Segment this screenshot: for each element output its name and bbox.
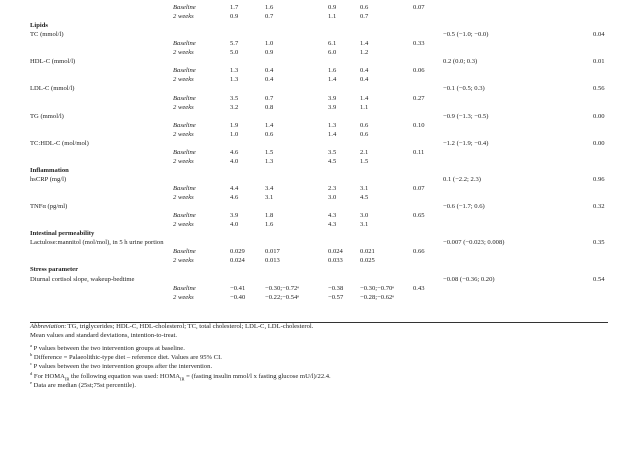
cell-time: Baseline bbox=[173, 40, 196, 48]
cell-c: 0.024 bbox=[328, 248, 343, 256]
cell-d: −0.30;−0.70ᵉ bbox=[360, 284, 395, 292]
footnote-a-text: P values between the two intervention groups at baseline. bbox=[33, 345, 185, 353]
cell-time: Baseline bbox=[173, 4, 196, 11]
cell-a: 1.9 bbox=[230, 121, 239, 129]
cell-b: 1.0 bbox=[265, 40, 274, 48]
cell-time: 2 weeks bbox=[173, 221, 194, 229]
cell-d: 0.4 bbox=[360, 67, 369, 75]
cell-diff: 0.1 (−2.2; 2.3) bbox=[443, 175, 481, 183]
cell-diff: −0.08 (−0.36; 0.20) bbox=[443, 275, 495, 283]
cell-c: 6.1 bbox=[328, 40, 337, 48]
cell-p1: 0.11 bbox=[413, 148, 425, 156]
cell-p2: 0.04 bbox=[593, 31, 605, 39]
cell-time: 2 weeks bbox=[173, 157, 194, 165]
cell-time: Baseline bbox=[173, 248, 196, 256]
cell-c: 1.1 bbox=[328, 13, 337, 21]
cell-b: 0.9 bbox=[265, 49, 274, 57]
cell-c: 6.0 bbox=[328, 49, 337, 57]
cell-c: 0.033 bbox=[328, 257, 343, 265]
cell-p2: 0.00 bbox=[593, 139, 605, 147]
cell-c: −0.57 bbox=[328, 293, 344, 301]
cell-a: 5.0 bbox=[230, 49, 239, 57]
cell-p2: 0.01 bbox=[593, 58, 605, 66]
cell-a: 3.5 bbox=[230, 94, 239, 102]
cell-a: 1.7 bbox=[230, 4, 239, 11]
variable-label: TG (mmol/l) bbox=[30, 112, 64, 120]
cell-c: 3.9 bbox=[328, 103, 337, 111]
cell-time: Baseline bbox=[173, 284, 196, 292]
cell-diff: 0.2 (0.0; 0.3) bbox=[443, 58, 478, 66]
cell-a: 4.0 bbox=[230, 157, 239, 165]
cell-b: −0.30;−0.72ᵉ bbox=[265, 284, 300, 292]
cell-a: 5.7 bbox=[230, 40, 239, 48]
cell-a: 3.9 bbox=[230, 212, 239, 220]
cell-b: 1.4 bbox=[265, 121, 274, 129]
cell-d: 3.1 bbox=[360, 185, 369, 192]
cell-c: 3.9 bbox=[328, 94, 337, 102]
mean-text: Mean values and standard deviations, intention-to-treat. bbox=[30, 332, 178, 339]
cell-time: Baseline bbox=[173, 94, 196, 102]
cell-d: 1.4 bbox=[360, 40, 369, 48]
footnote-d-text-3: = (fasting insulin mmol/l x fasting glucose mU/l)/22.4. bbox=[184, 373, 331, 381]
cell-a: 4.4 bbox=[230, 185, 239, 192]
variable-label: TC:HDL-C (mol/mol) bbox=[30, 139, 89, 147]
cell-p1: 0.27 bbox=[413, 94, 425, 102]
footnote-d-sub2: IR bbox=[180, 376, 185, 382]
cell-time: 2 weeks bbox=[173, 293, 194, 301]
cell-diff: −0.007 (−0.023; 0.008) bbox=[443, 239, 505, 247]
cell-time: Baseline bbox=[173, 185, 196, 192]
cell-c: 3.0 bbox=[328, 194, 337, 202]
variable-label: HDL-C (mmol/l) bbox=[30, 58, 76, 66]
cell-p2: 0.56 bbox=[593, 85, 605, 93]
cell-b: −0.22;−0.54ᵉ bbox=[265, 293, 300, 301]
cell-time: 2 weeks bbox=[173, 76, 194, 84]
cell-d: 0.6 bbox=[360, 121, 369, 129]
footnote-a-marker: a bbox=[30, 343, 32, 348]
cell-time: 2 weeks bbox=[173, 257, 194, 265]
cell-b: 0.7 bbox=[265, 13, 274, 21]
cell-b: 0.013 bbox=[265, 257, 280, 265]
cell-b: 0.6 bbox=[265, 130, 274, 138]
cell-b: 1.8 bbox=[265, 212, 274, 220]
footnote-mean bbox=[30, 331, 177, 341]
cell-a: 0.029 bbox=[230, 248, 245, 256]
cell-d: 0.025 bbox=[360, 257, 375, 265]
cell-a: 1.3 bbox=[230, 76, 239, 84]
cell-a: 0.9 bbox=[230, 13, 239, 21]
cell-diff: −0.6 (−1.7; 0.6) bbox=[443, 203, 485, 211]
cell-b: 3.4 bbox=[265, 185, 274, 192]
cell-c: −0.38 bbox=[328, 284, 344, 292]
cell-a: 1.0 bbox=[230, 130, 239, 138]
cell-d: 2.1 bbox=[360, 148, 369, 156]
cell-d: 3.1 bbox=[360, 221, 369, 229]
section-title: Stress parameter bbox=[30, 266, 79, 274]
footnote-e-marker: e bbox=[30, 380, 32, 385]
cell-a: −0.41 bbox=[230, 284, 246, 292]
cell-p1: 0.65 bbox=[413, 212, 425, 220]
cell-p1: 0.07 bbox=[413, 185, 425, 192]
cell-time: 2 weeks bbox=[173, 130, 194, 138]
cell-c: 4.5 bbox=[328, 157, 337, 165]
cell-b: 1.5 bbox=[265, 148, 274, 156]
cell-p2: 0.00 bbox=[593, 112, 605, 120]
cell-diff: −0.5 (−1.0; −0.0) bbox=[443, 31, 489, 39]
cell-b: 3.1 bbox=[265, 194, 274, 202]
variable-label: LDL-C (mmol/l) bbox=[30, 85, 75, 93]
footnote-d-text-1: For HOMA bbox=[33, 373, 65, 381]
footnote-b-text: Difference = Palaeolithic-type diet – reference diet. Values are 95% CI. bbox=[33, 354, 222, 362]
section-title: Inflammation bbox=[30, 166, 69, 174]
cell-a: 4.6 bbox=[230, 194, 239, 202]
cell-d: 0.7 bbox=[360, 13, 369, 21]
cell-p2: 0.96 bbox=[593, 175, 605, 183]
cell-b: 0.4 bbox=[265, 67, 274, 75]
cell-time: Baseline bbox=[173, 148, 196, 156]
cell-d: 0.6 bbox=[360, 4, 369, 11]
cell-d: 4.5 bbox=[360, 194, 369, 202]
cell-c: 0.9 bbox=[328, 4, 337, 11]
footnote-b-marker: b bbox=[30, 352, 33, 357]
cell-p2: 0.35 bbox=[593, 239, 605, 247]
cell-time: Baseline bbox=[173, 212, 196, 220]
cell-p1: 0.43 bbox=[413, 284, 425, 292]
cell-b: 0.8 bbox=[265, 103, 274, 111]
cell-c: 3.5 bbox=[328, 148, 337, 156]
cell-diff: −0.9 (−1.3; −0.5) bbox=[443, 112, 489, 120]
footnote-e-text: Data are median (25st;75st percentile). bbox=[33, 382, 137, 390]
cell-d: 0.021 bbox=[360, 248, 375, 256]
cell-a: 3.2 bbox=[230, 103, 239, 111]
cell-c: 2.3 bbox=[328, 185, 337, 192]
cell-time: Baseline bbox=[173, 67, 196, 75]
footnote-d-marker: d bbox=[30, 371, 33, 376]
cell-b: 0.017 bbox=[265, 248, 280, 256]
cell-c: 1.6 bbox=[328, 67, 337, 75]
cell-p1: 0.06 bbox=[413, 67, 425, 75]
cell-time: Baseline bbox=[173, 121, 196, 129]
cell-b: 0.4 bbox=[265, 76, 274, 84]
cell-p1: 0.66 bbox=[413, 248, 425, 256]
cell-c: 1.4 bbox=[328, 130, 337, 138]
cell-d: 1.4 bbox=[360, 94, 369, 102]
variable-label: TNFα (pg/ml) bbox=[30, 203, 68, 211]
cell-diff: −1.2 (−1.9; −0.4) bbox=[443, 139, 489, 147]
cell-p1: 0.07 bbox=[413, 4, 425, 11]
cell-p2: 0.32 bbox=[593, 203, 605, 211]
cell-a: 0.024 bbox=[230, 257, 245, 265]
variable-label: Diurnal cortisol slope, wakeup-bedtime bbox=[30, 275, 135, 283]
cell-d: 3.0 bbox=[360, 212, 369, 220]
cell-b: 1.6 bbox=[265, 221, 274, 229]
cell-c: 1.3 bbox=[328, 121, 337, 129]
footnote-e bbox=[30, 378, 136, 391]
cell-a: −0.40 bbox=[230, 293, 246, 301]
cell-a: 4.0 bbox=[230, 221, 239, 229]
cell-d: 0.4 bbox=[360, 76, 369, 84]
table-row bbox=[0, 293, 638, 303]
footnote-d-sub: IR bbox=[64, 376, 70, 382]
cell-c: 1.4 bbox=[328, 76, 337, 84]
variable-label: Lactulose:mannitol (mol/mol), in 5 h urine portion bbox=[30, 239, 164, 247]
cell-d: −0.28;−0.62ᵉ bbox=[360, 293, 395, 301]
footnote-d-text-2: the following equation was used: HOMA bbox=[69, 373, 180, 381]
cell-time: 2 weeks bbox=[173, 194, 194, 202]
cell-time: 2 weeks bbox=[173, 103, 194, 111]
cell-a: 4.6 bbox=[230, 148, 239, 156]
cell-b: 0.7 bbox=[265, 94, 274, 102]
cell-p1: 0.10 bbox=[413, 121, 425, 129]
cell-p1: 0.33 bbox=[413, 40, 425, 48]
cell-time: 2 weeks bbox=[173, 49, 194, 57]
cell-a: 1.3 bbox=[230, 67, 239, 75]
footnote-c-text: P values between the two intervention groups after the intervention. bbox=[33, 363, 213, 371]
abbreviation-label: Abbreviation bbox=[30, 323, 65, 330]
cell-d: 0.6 bbox=[360, 130, 369, 138]
cell-b: 1.6 bbox=[265, 4, 274, 11]
section-title: Intestinal permeability bbox=[30, 230, 95, 238]
cell-c: 4.3 bbox=[328, 212, 337, 220]
cell-b: 1.3 bbox=[265, 157, 274, 165]
cell-d: 1.2 bbox=[360, 49, 369, 57]
cell-c: 4.3 bbox=[328, 221, 337, 229]
footnote-c-marker: c bbox=[30, 361, 32, 366]
cell-time: 2 weeks bbox=[173, 13, 194, 21]
variable-label: hsCRP (mg/l) bbox=[30, 175, 67, 183]
abbreviation-text: : TG, triglycerides; HDL-C, HDL-cholesterol; TC, total cholesterol; LDL-C, LDL-cholesterol. bbox=[64, 323, 314, 330]
cell-p2: 0.54 bbox=[593, 275, 605, 283]
cell-d: 1.1 bbox=[360, 103, 369, 111]
cell-diff: −0.1 (−0.5; 0.3) bbox=[443, 85, 485, 93]
variable-label: TC (mmol/l) bbox=[30, 31, 64, 39]
cell-d: 1.5 bbox=[360, 157, 369, 165]
section-title: Lipids bbox=[30, 22, 48, 30]
